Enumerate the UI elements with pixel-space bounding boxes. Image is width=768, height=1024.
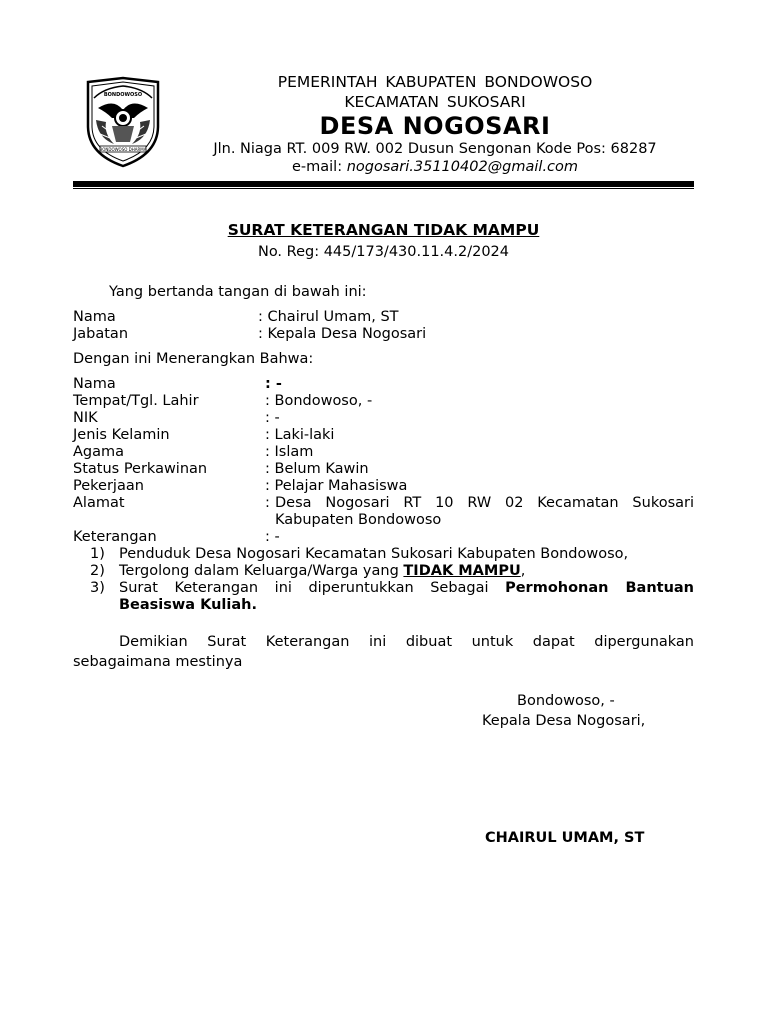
religion-value: : Islam bbox=[265, 444, 314, 460]
list-item-3-pre: Surat Keterangan ini diperuntukkan Sebagai bbox=[119, 580, 506, 596]
list-number-1: 1) bbox=[90, 546, 105, 562]
email-address: nogosari.35110402@gmail.com bbox=[346, 159, 579, 175]
signer-name-value: : Chairul Umam, ST bbox=[258, 309, 399, 325]
document-title: SURAT KETERANGAN TIDAK MAMPU bbox=[227, 221, 540, 239]
signer-position-label: Jabatan bbox=[73, 326, 129, 342]
government-line: PEMERINTAH KABUPATEN BONDOWOSO bbox=[277, 73, 593, 91]
address-value-line1: Desa Nogosari RT 10 RW 02 Kecamatan Sukosari bbox=[275, 495, 694, 511]
birth-label: Tempat/Tgl. Lahir bbox=[73, 393, 199, 409]
remarks-label: Keterangan bbox=[73, 529, 157, 545]
birth-value: : Bondowoso, - bbox=[265, 393, 373, 409]
nik-label: NIK bbox=[73, 410, 98, 426]
village-name: DESA NOGOSARI bbox=[319, 112, 551, 140]
person-name-value: : - bbox=[265, 376, 282, 392]
address-colon: : bbox=[265, 495, 270, 511]
list-number-2: 2) bbox=[90, 563, 105, 579]
list-item-2-post: , bbox=[520, 563, 526, 579]
intro-text: Yang bertanda tangan di bawah ini: bbox=[109, 284, 367, 300]
list-item-2-bold: TIDAK MAMPU bbox=[403, 563, 521, 579]
closing-line1: Demikian Surat Keterangan ini dibuat untuk dapat dipergunakan bbox=[119, 634, 694, 650]
marital-label: Status Perkawinan bbox=[73, 461, 208, 477]
list-item-3-bold2: Beasiswa Kuliah. bbox=[119, 597, 257, 613]
occupation-value: : Pelajar Mahasiswa bbox=[265, 478, 408, 494]
registration-number: No. Reg: 445/173/430.11.4.2/2024 bbox=[257, 244, 510, 260]
list-item-2 bbox=[119, 563, 525, 579]
signer-name: CHAIRUL UMAM, ST bbox=[485, 830, 645, 846]
signer-name-label: Nama bbox=[73, 309, 116, 325]
marital-value: : Belum Kawin bbox=[265, 461, 369, 477]
list-item-3-bold1: Permohonan Bantuan bbox=[505, 580, 695, 596]
person-name-label: Nama bbox=[73, 376, 116, 392]
list-item-3-line1 bbox=[119, 580, 694, 596]
list-item-2-pre: Tergolong dalam Keluarga/Warga yang bbox=[119, 563, 404, 579]
address-line: Jln. Niaga RT. 009 RW. 002 Dusun Sengonan Kode Pos: 68287 bbox=[213, 141, 657, 157]
header-divider-thick bbox=[73, 181, 694, 187]
list-item-3-line2 bbox=[119, 597, 257, 613]
email-label: e-mail: bbox=[291, 159, 347, 175]
religion-label: Agama bbox=[73, 444, 125, 460]
occupation-label: Pekerjaan bbox=[73, 478, 144, 494]
address-label: Alamat bbox=[73, 495, 125, 511]
email-line bbox=[200, 159, 670, 175]
place-date: Bondowoso, - bbox=[517, 693, 615, 709]
signer-position-value: : Kepala Desa Nogosari bbox=[258, 326, 427, 342]
nik-value: : - bbox=[265, 410, 280, 426]
district-line: KECAMATAN SUKOSARI bbox=[344, 93, 526, 111]
remarks-value: : - bbox=[265, 529, 280, 545]
signer-position: Kepala Desa Nogosari, bbox=[482, 713, 646, 729]
declare-text: Dengan ini Menerangkan Bahwa: bbox=[73, 351, 314, 367]
header-divider-thin bbox=[73, 188, 694, 189]
address-value-line2: Kabupaten Bondowoso bbox=[275, 512, 442, 528]
list-number-3: 3) bbox=[90, 580, 105, 596]
logo-bottom-text: BONDOWOSO DHARMA bbox=[99, 147, 147, 152]
gender-label: Jenis Kelamin bbox=[73, 427, 170, 443]
closing-line2: sebagaimana mestinya bbox=[73, 654, 243, 670]
list-item-1: Penduduk Desa Nogosari Kecamatan Sukosari Kabupaten Bondowoso, bbox=[119, 546, 629, 562]
gender-value: : Laki-laki bbox=[265, 427, 335, 443]
logo-top-text: BONDOWOSO bbox=[103, 92, 143, 98]
regency-emblem-logo bbox=[84, 76, 162, 168]
